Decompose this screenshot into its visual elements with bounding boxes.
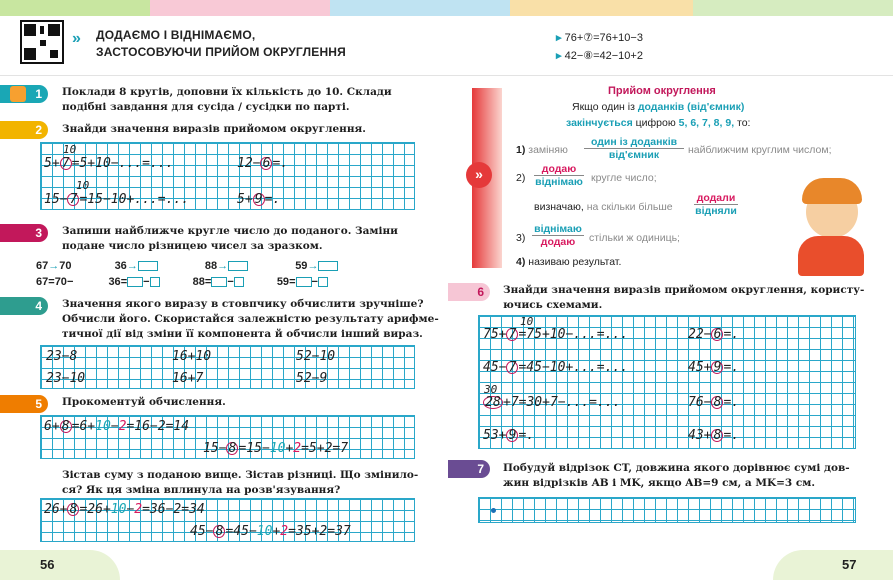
rule-title: Прийом округлення <box>608 85 716 97</box>
task-3-row-2: 67=70− 36= − 88= − 59= − <box>36 276 416 288</box>
task-6-b4: 43+ 8 =. <box>688 428 740 443</box>
page-number-left: 56 <box>40 557 55 572</box>
task-4-grid <box>40 345 415 389</box>
rule-line-1: Якщо один із доданків (від'ємник) <box>572 101 745 113</box>
task-5-line-1: 6+ 8 =6+10−2=16−2=14 <box>44 419 190 434</box>
task-6-hint-3: 30 <box>484 383 498 396</box>
task-6-b2: 45+ 9 =. <box>688 360 740 375</box>
task-5-line-3: 26+ 8 =26+10−2=36−2=34 <box>44 502 205 517</box>
rule-item-4-end: стільки ж одиниць; <box>589 232 680 244</box>
task-7-badge: 7 <box>448 460 490 478</box>
task-2-badge: 2 <box>0 121 48 139</box>
rule-item-2-fraction: додаю віднімаю <box>535 163 583 188</box>
top-band-yellow <box>510 0 693 16</box>
rule-arrows-icon: » <box>466 162 492 188</box>
task-4-c1b: 23−10 <box>46 371 86 386</box>
rule-item-3-fraction: додали відняли <box>695 192 737 217</box>
footer-left <box>0 550 120 580</box>
top-band-pink <box>150 0 330 16</box>
footer-right <box>773 550 893 580</box>
task-4-badge: 4 <box>0 297 48 315</box>
boy-hair-illustration <box>802 178 862 204</box>
header-example-2: ▸ 42−⑧=42−10+2 <box>556 50 643 62</box>
page-title: ДОДАЄМО І ВІДНІМАЄМО, ЗАСТОСОВУЮЧИ ПРИЙОМ ОКРУГЛЕННЯ <box>96 28 346 59</box>
task-6-b3: 76− 8 =. <box>688 395 740 410</box>
task-1-text: Поклади 8 кругів, доповни їх кількість до 10. Склади подібні завдання для сусіда / сусідки по парті. <box>62 86 392 113</box>
task-6-a3: 28 +7=30+7−...=... <box>483 395 620 411</box>
header-example-1: ▸ 76+⑦=76+10−3 <box>556 32 643 44</box>
task-6-a1: 75+ 7 =75+10−...=... <box>483 327 629 342</box>
rule-item-1-fraction: один із доданків від'ємник <box>584 136 684 161</box>
pair-work-icon <box>10 86 26 102</box>
task-2-hint-2: 10 <box>76 179 90 192</box>
task-6-badge: 6 <box>448 283 490 301</box>
task-2-expr-4: 5+ 9 =. <box>237 192 281 207</box>
start-point-dot <box>491 508 496 513</box>
rule-line-2: закінчується цифрою 5, 6, 7, 8, 9, то: <box>566 117 751 129</box>
task-7-grid <box>478 497 856 523</box>
task-4-c3a: 52−10 <box>296 349 336 364</box>
task-2-text: Знайди значення виразів прийомом округлення. <box>62 123 366 135</box>
task-5-line-4: 45− 8 =45−10+2=35+2=37 <box>190 524 351 539</box>
task-6-a4: 53+ 9 =. <box>483 428 535 443</box>
task-4-c3b: 52−9 <box>296 371 328 386</box>
rule-item-3-text: визначаю, на скільки більше <box>534 201 673 213</box>
rule-item-1-end: найближчим круглим числом; <box>688 144 832 156</box>
task-2-expr-2: 12− 6 =. <box>237 156 289 171</box>
header-arrows-icon: » <box>72 30 81 47</box>
rule-item-4-fraction: віднімаю додаю <box>532 223 584 248</box>
rule-item-2-end: кругле число; <box>591 172 657 184</box>
task-5-badge: 5 <box>0 395 48 413</box>
task-2-hint-1: 10 <box>63 143 77 156</box>
rule-item-4-num: 3) <box>516 232 526 244</box>
task-7-text: Побудуй відрізок CT, довжина якого дорівнює сумі дов- жин відрізків AB і MK, якщо AB=9 см, а MK=3 см. <box>503 462 850 489</box>
task-5-text: Прокоментуй обчислення. <box>62 396 226 408</box>
top-band-blue <box>330 0 510 16</box>
task-2-expr-1: 5+ 7 =5+10−...=... <box>44 156 174 171</box>
qr-code-icon[interactable] <box>20 20 64 64</box>
task-4-text: Значення якого виразу в стовпчику обчислити зручніше? Обчисли його. Скористайся залежністю результату арифме- тичної дії від зміни її компонента й обчисли інший вираз. <box>62 298 439 340</box>
page-number-right: 57 <box>842 557 857 572</box>
task-3-badge: 3 <box>0 224 48 242</box>
task-4-c2b: 16+7 <box>172 371 204 386</box>
task-4-c2a: 16+10 <box>172 349 212 364</box>
task-5-line-2: 15− 8 =15−10+2=5+2=7 <box>203 441 349 456</box>
task-5-text-b: Зістав суму з поданою вище. Зістав різниці. Що змінило- ся? Як ця зміна вплинула на розв'язування? <box>62 469 419 496</box>
task-3-row-1: 67→70 36→ 88→ 59→ <box>36 260 416 272</box>
top-band-lightgreen <box>693 0 893 16</box>
rule-item-1: 1) заміняю <box>516 144 568 156</box>
boy-shirt-illustration <box>798 236 864 276</box>
task-6-text: Знайди значення виразів прийомом округлення, користу- ючись схемами. <box>503 284 865 311</box>
task-6-a2: 45− 7 =45−10+...=... <box>483 360 629 375</box>
rule-item-5: 4) називаю результат. <box>516 256 622 268</box>
rule-item-2-num: 2) <box>516 172 526 184</box>
task-2-expr-3: 15− 7 =15−10+...=... <box>44 192 190 207</box>
task-6-b1: 22− 6 =. <box>688 327 740 342</box>
task-4-c1a: 23−8 <box>46 349 78 364</box>
task-1-badge: 1 <box>0 85 48 103</box>
top-band-green <box>0 0 150 16</box>
task-3-text: Запиши найближче кругле число до поданого. Заміни подане число різницею чисел за зразком. <box>62 225 398 252</box>
task-6-hint-1: 10 <box>520 315 534 328</box>
